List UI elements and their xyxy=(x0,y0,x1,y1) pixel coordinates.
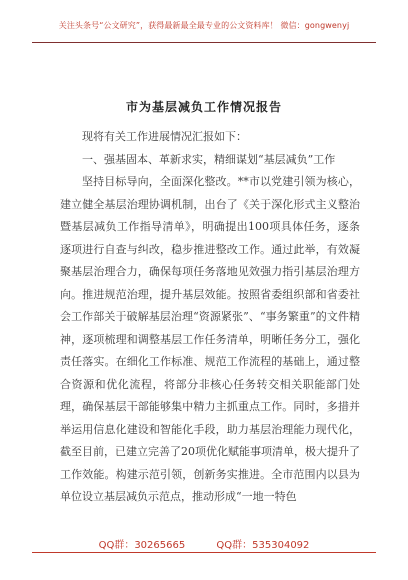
footer-contact xyxy=(0,536,408,551)
header-divider xyxy=(32,42,376,43)
intro-paragraph: 现将有关工作进展情况汇报如下： xyxy=(82,130,247,143)
document-body xyxy=(60,126,360,509)
footer-qq-group-1: QQ群：30265665 xyxy=(98,540,186,551)
section-heading: 一、强基固本、革新求实，精细谋划“基层减负”工作 xyxy=(82,152,336,166)
footer-qq-group-2: QQ群：535304092 xyxy=(216,540,310,551)
document-title: 市为基层减负工作情况报告 xyxy=(125,100,282,114)
header-promo-note: 关注头条号“公文研究”，获得最新最全最专业的公文资料库！ 微信：gongwenyj xyxy=(58,21,350,30)
body-paragraph: 坚持目标导向，全面深化整改。**市以党建引领为核心，建立健全基层治理协调机制，出台了《关于深化形式主义整治暨基层减负工作指导清单》，明确提出100项具体任务，逐条逐项进行自查与纠改，稳步推进整改工作。通过此举，有效凝聚基层治理合力，确保每项任务落地见效强力指引基层治理方向。推进规范治理，提升基层效能。按照省委组织部和省委社会工作部关于破解基层治理“资源紧张”、“事务繁重”的文件精神，逐项梳理和调整基层工作任务清单，明晰任务分工，强化责任落实。在细化工作标准、规范工作流程的基础上，通过整合资源和优化流程，将部分非核心任务转交相关职能部门处理，确保基层干部能够集中精力主抓重点工作。同时，多措并举运用信息化建设和智能化手段，助力基层治理能力现代化，截至目前，已建立完善了20项优化赋能事项清单，极大提升了工作效能。构建示范引领，创新务实推进。全市范围内以县为单位设立基层减负示范点，推动形成“一地一特色 xyxy=(60,175,360,503)
footer-divider xyxy=(32,552,376,553)
